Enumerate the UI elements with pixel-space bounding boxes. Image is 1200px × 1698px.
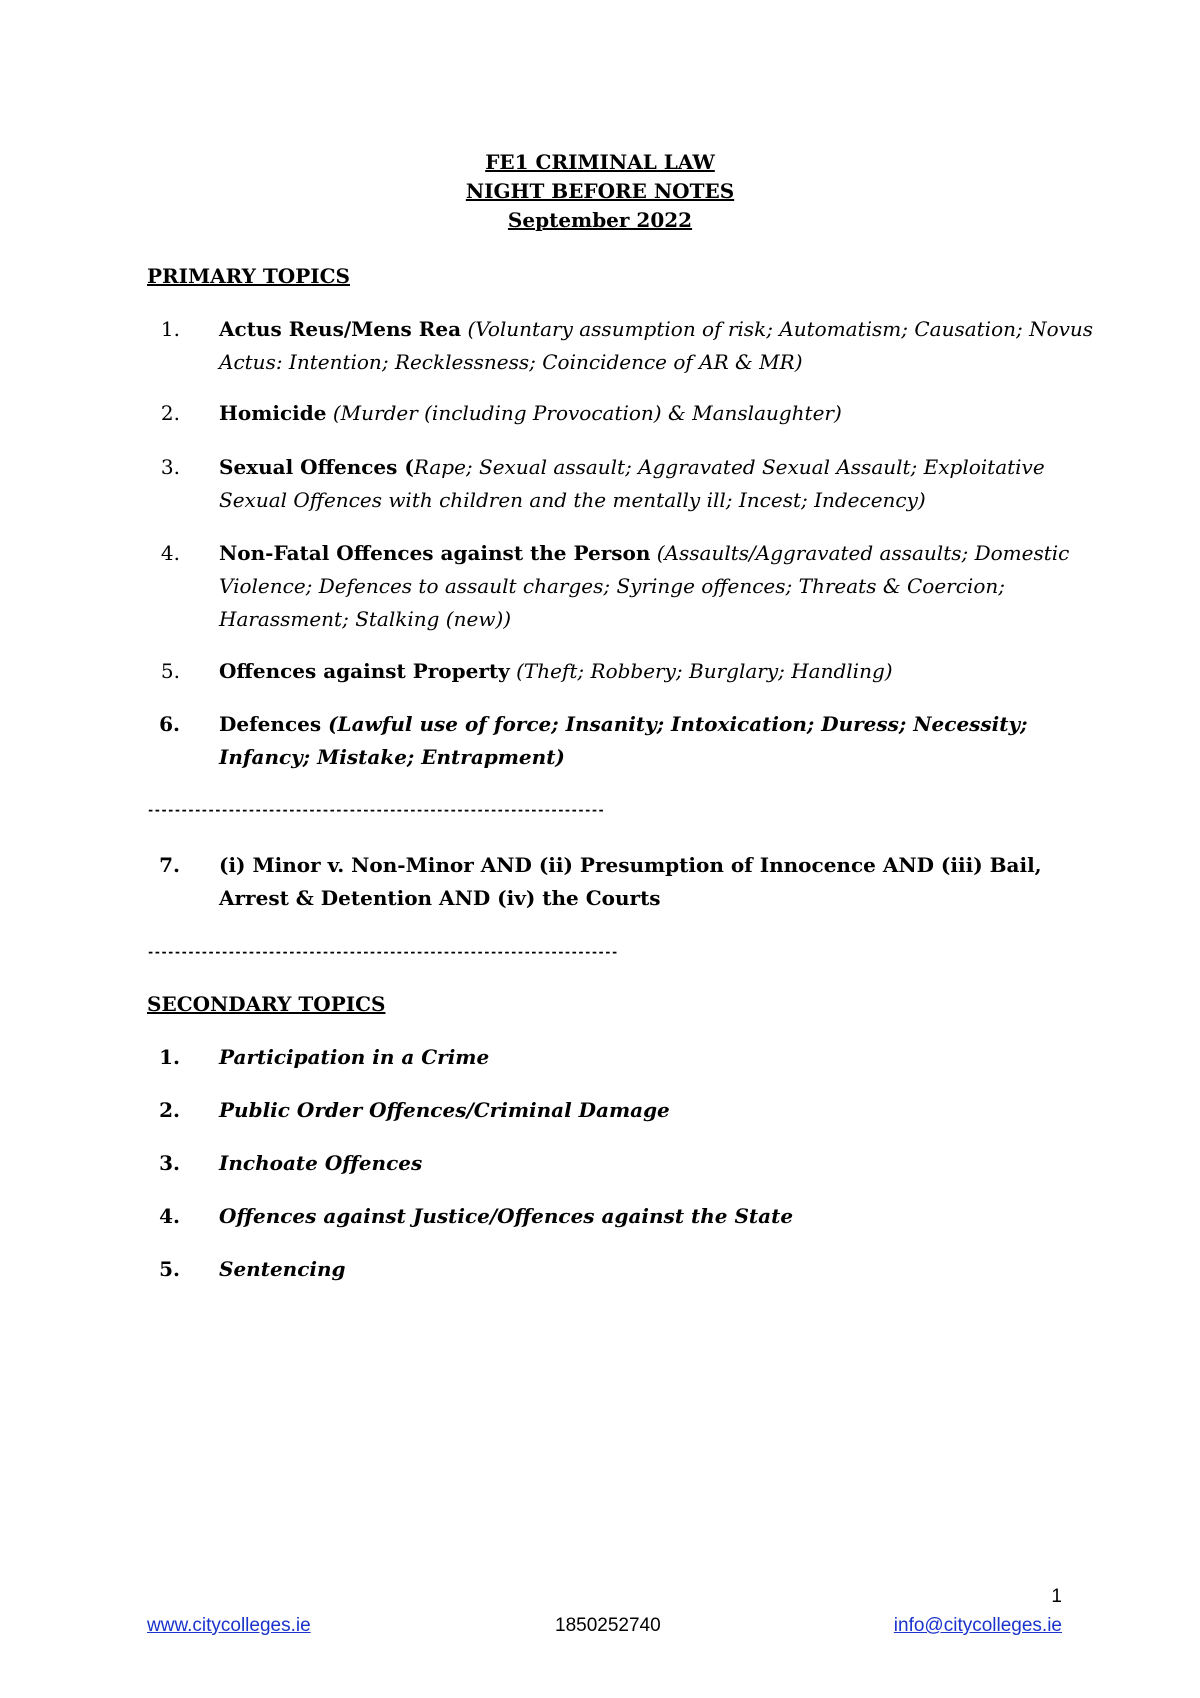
- list-number: 6.: [159, 712, 180, 736]
- header-subtitle: NIGHT BEFORE NOTES: [465, 179, 735, 203]
- topic-name: Offences against Justice/Offences against the State: [219, 1204, 794, 1228]
- list-number: 3.: [159, 1151, 180, 1175]
- list-number: 2.: [159, 1098, 180, 1122]
- topic-detail: (Theft; Robbery; Burglary; Handling): [509, 659, 893, 683]
- topic-name: Homicide: [219, 401, 327, 425]
- topic-detail: (Lawful use of force; Insanity; Intoxication; Duress; Necessity; Infancy; Mistake; Entrapment): [219, 712, 1028, 769]
- topic-name: Sexual Offences (: [219, 455, 414, 479]
- topic-name: Defences: [219, 712, 329, 736]
- list-number: 4.: [159, 1204, 180, 1228]
- header-date: September 2022: [507, 208, 693, 232]
- topic-detail: (Assaults/Aggravated assaults; Domestic Violence; Defences to assault charges; Syringe offences; Threats & Coercion; Harassment; Stalking (new)): [219, 541, 1070, 631]
- list-number: 3.: [160, 455, 180, 479]
- list-number: 1.: [160, 317, 180, 341]
- separator-line: ----------------------------------------------------------------------: [147, 945, 618, 959]
- topic-name: (i) Minor v. Non-Minor AND (ii) Presumption of Innocence AND (iii) Bail, Arrest & Detention AND (iv) the Courts: [219, 853, 1042, 910]
- topic-detail: (Voluntary assumption of risk; Automatism; Causation; Novus Actus: Intention; Recklessness; Coincidence of AR & MR): [219, 317, 1094, 374]
- topic-name: Public Order Offences/Criminal Damage: [219, 1098, 670, 1122]
- primary-topics-heading: PRIMARY TOPICS: [147, 264, 350, 288]
- topic-name: Inchoate Offences: [219, 1151, 423, 1175]
- email-link[interactable]: info@citycolleges.ie: [893, 1615, 1062, 1636]
- phone-number: 1850252740: [555, 1615, 661, 1636]
- secondary-topics-heading: SECONDARY TOPICS: [147, 992, 386, 1016]
- topic-detail: (Murder (including Provocation) & Manslaughter): [326, 401, 842, 425]
- separator-line: --------------------------------------------------------------------: [147, 803, 605, 817]
- topic-name: Non-Fatal Offences against the Person: [219, 541, 651, 565]
- list-number: 7.: [159, 853, 180, 877]
- list-number: 5.: [160, 659, 180, 683]
- list-number: 4.: [160, 541, 180, 565]
- topic-detail: Rape; Sexual assault; Aggravated Sexual Assault; Exploitative Sexual Offences with children and the mentally ill; Incest; Indecency): [219, 455, 1045, 512]
- topic-name: Actus Reus/Mens Rea: [219, 317, 462, 341]
- list-number: 2.: [160, 401, 180, 425]
- topic-name: Sentencing: [219, 1257, 346, 1281]
- document-header: [0, 148, 1200, 235]
- page-number: 1: [1051, 1586, 1062, 1607]
- website-link[interactable]: www.citycolleges.ie: [147, 1615, 311, 1636]
- list-number: 1.: [159, 1045, 180, 1069]
- header-title: FE1 CRIMINAL LAW: [485, 150, 715, 174]
- list-number: 5.: [159, 1257, 180, 1281]
- topic-name: Participation in a Crime: [219, 1045, 490, 1069]
- topic-name: Offences against Property: [219, 659, 510, 683]
